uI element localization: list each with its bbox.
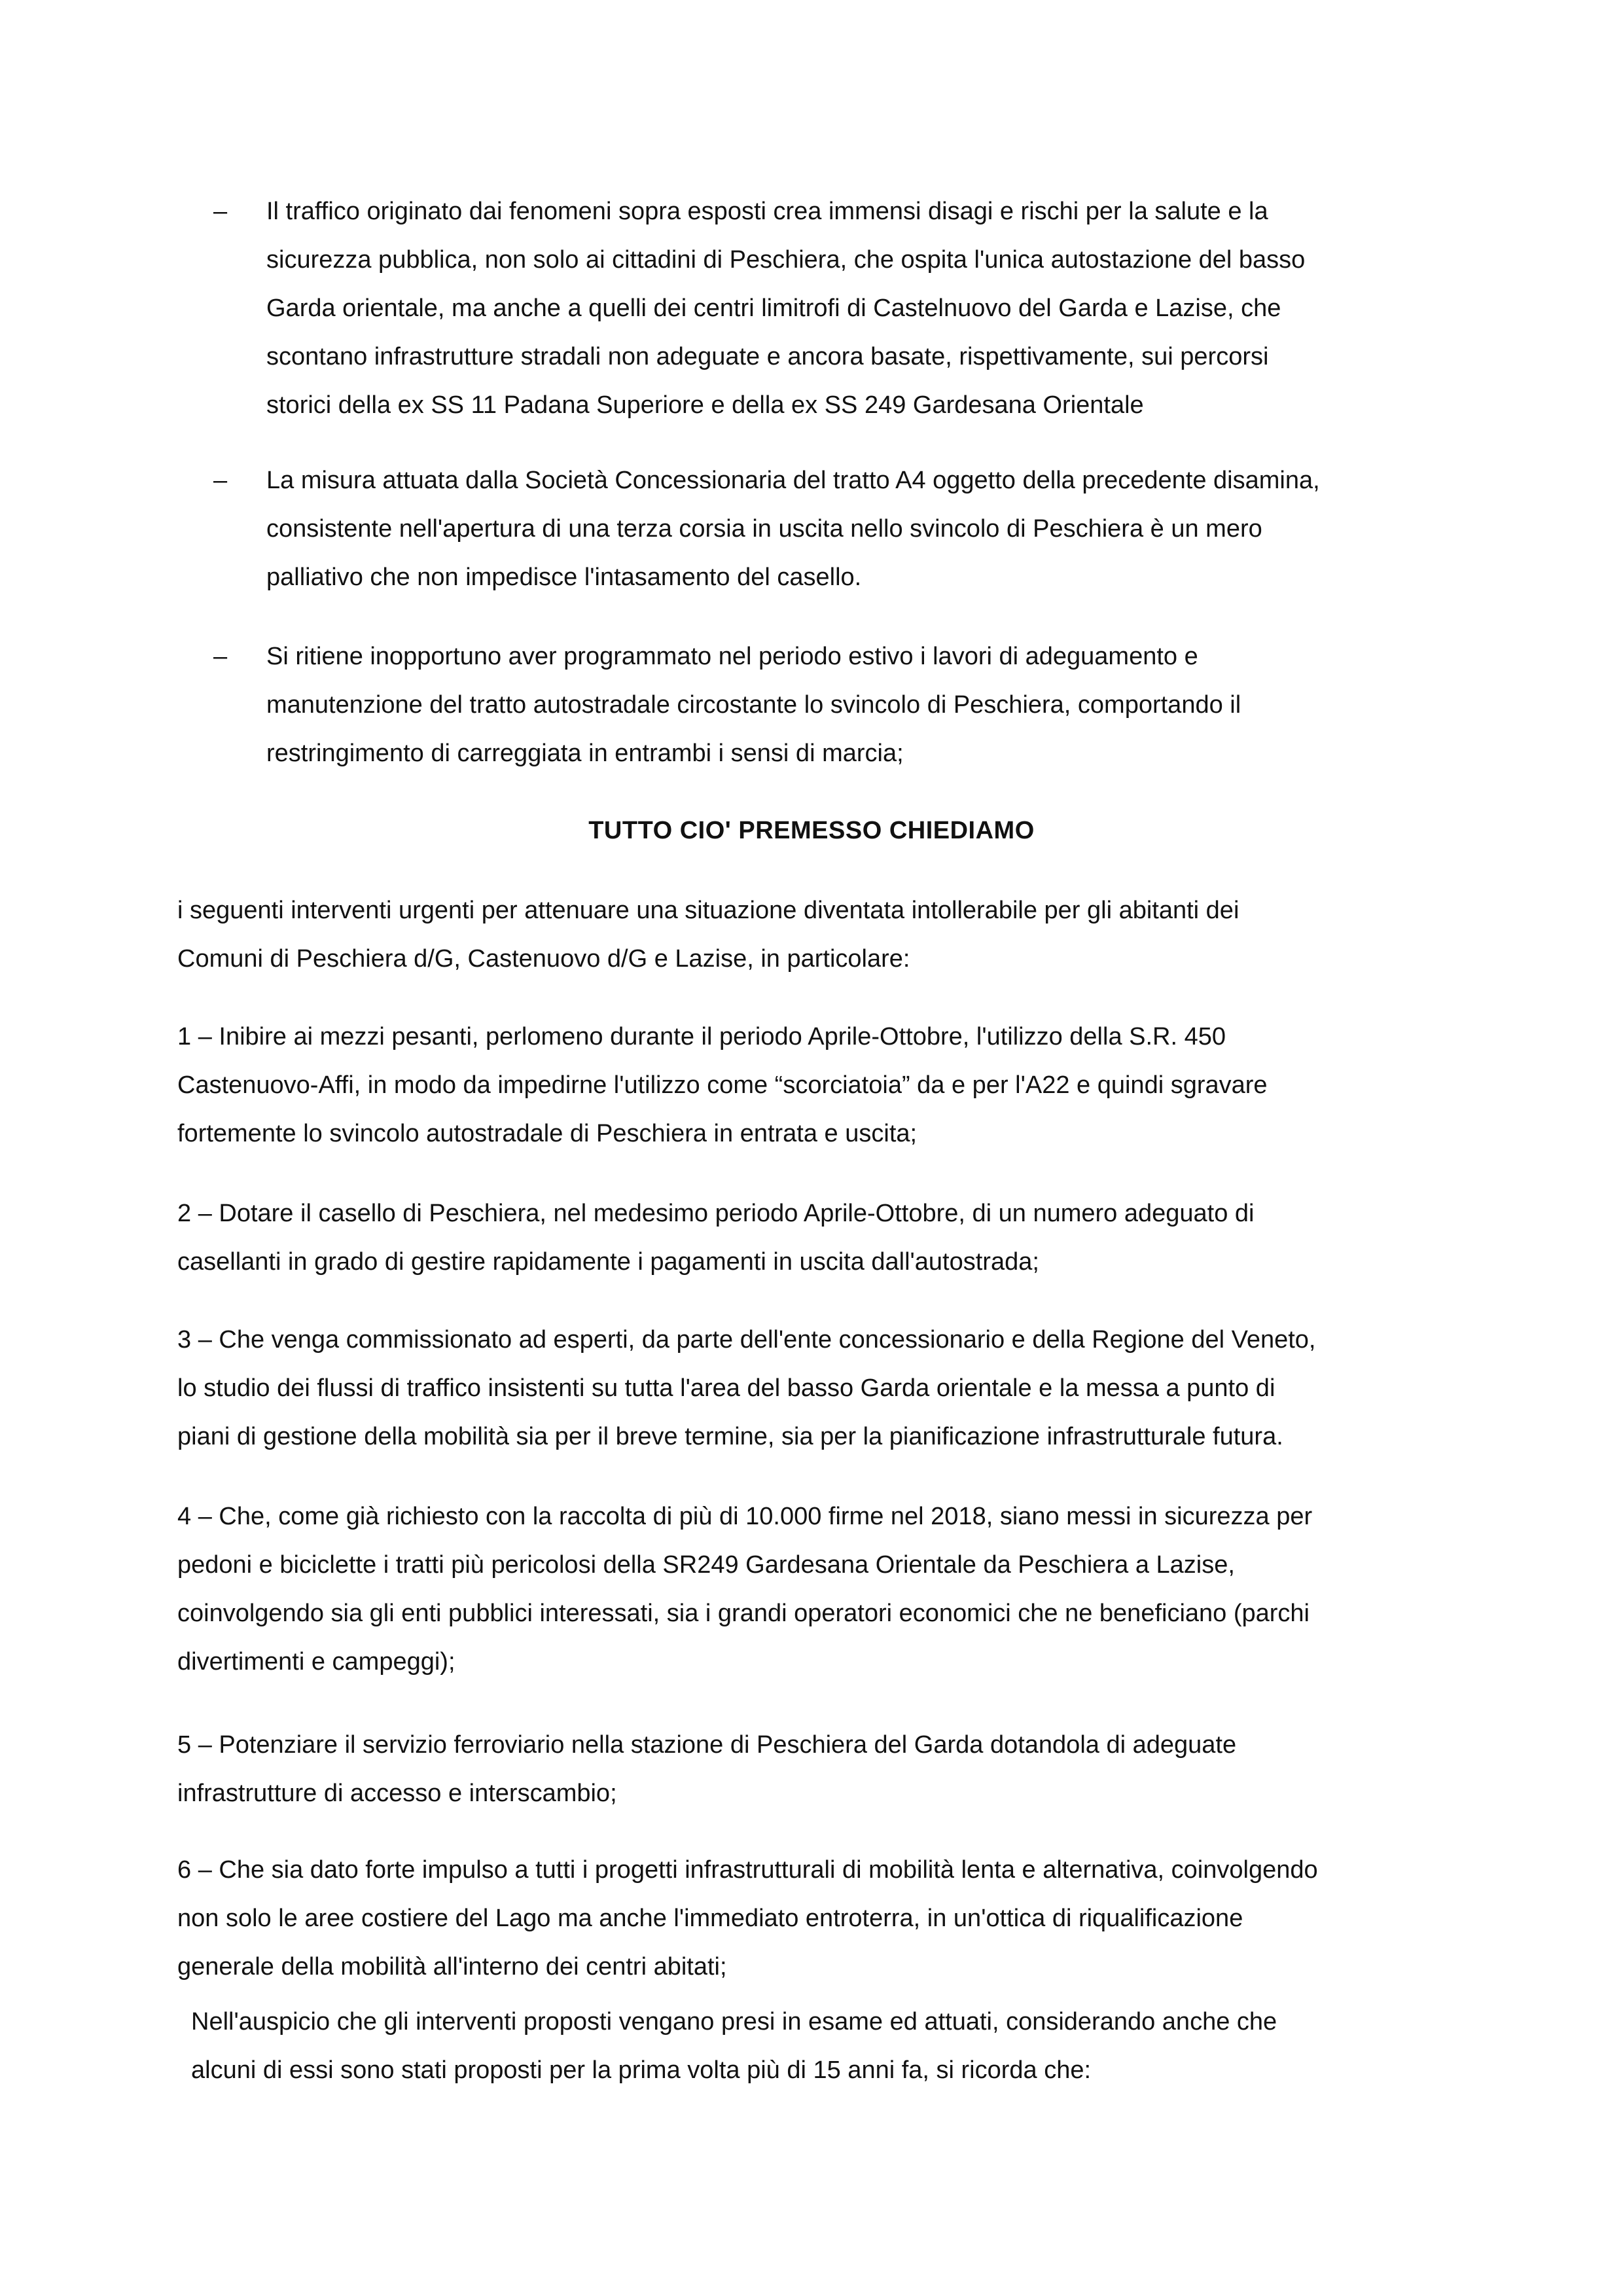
text-line: 2 – Dotare il casello di Peschiera, nel medesimo periodo Aprile-Ottobre, di un numero adeguato di [177,1200,1255,1227]
request-item-1 [177,1013,1445,1158]
text-line: Si ritiene inopportuno aver programmato nel periodo estivo i lavori di adeguamento e [266,643,1198,670]
intro-paragraph [177,886,1445,983]
bullet-paragraph-1 [266,187,1444,429]
request-item-2 [177,1189,1445,1286]
bullet-dash: – [213,467,228,494]
text-line: Nell'auspicio che gli interventi proposti vengano presi in esame ed attuati, considerando anche che [191,2008,1277,2036]
text-line: restringimento di carreggiata in entrambi i sensi di marcia; [266,740,904,767]
text-line: La misura attuata dalla Società Concessionaria del tratto A4 oggetto della precedente disamina, [266,467,1320,494]
bullet-paragraph-3 [266,632,1444,778]
text-line: alcuni di essi sono stati proposti per la prima volta più di 15 anni fa, si ricorda che: [191,2056,1092,2084]
text-line: i seguenti interventi urgenti per attenuare una situazione diventata intollerabile per gli abitanti dei [177,897,1240,924]
closing-paragraph [191,1998,1458,2094]
text-line: 5 – Potenziare il servizio ferroviario nella stazione di Peschiera del Garda dotandola di adeguate [177,1731,1237,1759]
text-line: manutenzione del tratto autostradale circostante lo svincolo di Peschiera, comportando il [266,691,1241,719]
text-line: palliativo che non impedisce l'intasamento del casello. [266,564,862,591]
text-line: Garda orientale, ma anche a quelli dei centri limitrofi di Castelnuovo del Garda e Lazise, che [266,295,1281,322]
text-line: coinvolgendo sia gli enti pubblici interessati, sia i grandi operatori economici che ne beneficiano (parchi [177,1600,1310,1627]
text-line: infrastrutture di accesso e interscambio; [177,1780,617,1807]
text-line: consistente nell'apertura di una terza corsia in uscita nello svincolo di Peschiera è un mero [266,515,1262,543]
text-line: lo studio dei flussi di traffico insistenti su tutta l'area del basso Garda orientale e la messa a punto di [177,1374,1275,1402]
text-line: 3 – Che venga commissionato ad esperti, da parte dell'ente concessionario e della Regione del Veneto, [177,1326,1316,1354]
text-line: fortemente lo svincolo autostradale di Peschiera in entrata e uscita; [177,1120,918,1147]
request-item-6 [177,1846,1445,1991]
text-line: 6 – Che sia dato forte impulso a tutti i progetti infrastrutturali di mobilità lenta e alternativa, coinvolgendo [177,1856,1318,1884]
text-line: casellanti in grado di gestire rapidamente i pagamenti in uscita dall'autostrada; [177,1248,1039,1276]
bullet-paragraph-2 [266,456,1444,601]
text-line: storici della ex SS 11 Padana Superiore e della ex SS 249 Gardesana Orientale [266,391,1144,419]
text-line: generale della mobilità all'interno dei centri abitati; [177,1953,727,1981]
text-line: Castenuovo-Affi, in modo da impedirne l'utilizzo come “scorciatoia” da e per l'A22 e quindi sgravare [177,1071,1268,1099]
bullet-dash: – [213,198,228,225]
text-line: piani di gestione della mobilità sia per il breve termine, sia per la pianificazione infrastrutturale futura. [177,1423,1283,1450]
text-line: scontano infrastrutture stradali non adeguate e ancora basate, rispettivamente, sui percorsi [266,343,1269,370]
text-line: 4 – Che, come già richiesto con la raccolta di più di 10.000 firme nel 2018, siano messi in sicurezza per [177,1503,1313,1530]
section-heading: TUTTO CIO' PREMESSO CHIEDIAMO [588,817,1035,844]
text-line: non solo le aree costiere del Lago ma anche l'immediato entroterra, in un'ottica di riqualificazione [177,1905,1243,1932]
text-line: 1 – Inibire ai mezzi pesanti, perlomeno durante il periodo Aprile-Ottobre, l'utilizzo della S.R. 450 [177,1023,1226,1050]
text-line: divertimenti e campeggi); [177,1648,455,1676]
request-item-3 [177,1316,1445,1461]
text-line: pedoni e biciclette i tratti più pericolosi della SR249 Gardesana Orientale da Peschiera a Lazise, [177,1551,1235,1579]
request-item-5 [177,1721,1445,1818]
text-line: Il traffico originato dai fenomeni sopra esposti crea immensi disagi e rischi per la salute e la [266,198,1268,225]
text-line: Comuni di Peschiera d/G, Castenuovo d/G e Lazise, in particolare: [177,945,910,973]
bullet-dash: – [213,643,228,670]
text-line: sicurezza pubblica, non solo ai cittadini di Peschiera, che ospita l'unica autostazione del basso [266,246,1306,274]
request-item-4 [177,1492,1445,1686]
